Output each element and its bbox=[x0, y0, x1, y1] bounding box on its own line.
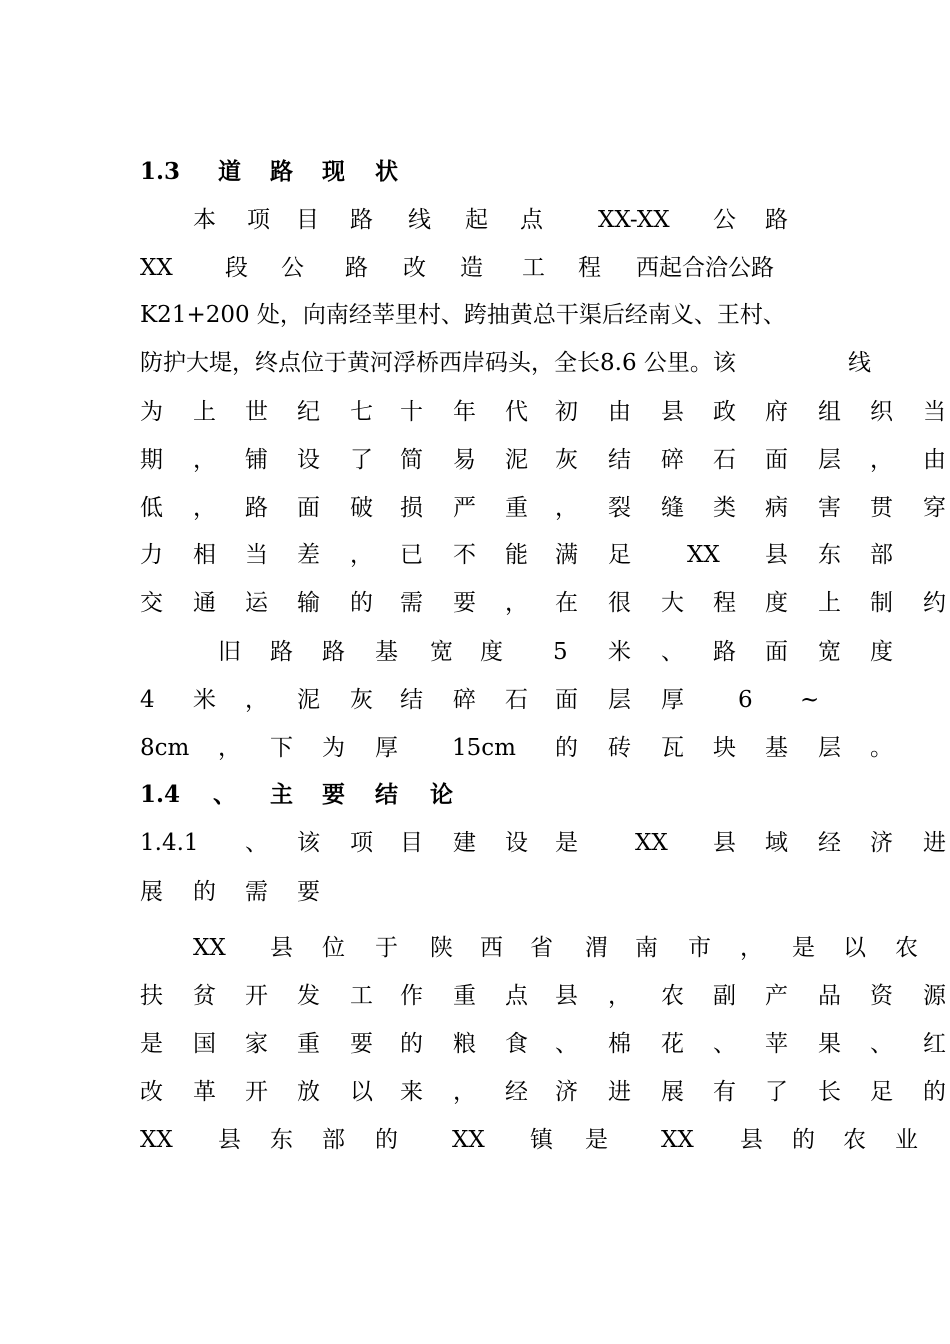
text-token: 裂 bbox=[608, 495, 631, 521]
text-token: 苹 bbox=[765, 1031, 788, 1057]
paragraph-line bbox=[0, 1077, 950, 1117]
text-token: 度 bbox=[765, 590, 788, 616]
paragraph-line bbox=[0, 1125, 950, 1165]
text-token: 能 bbox=[505, 542, 528, 568]
text-token: XX bbox=[193, 935, 226, 961]
text-token: 由 bbox=[608, 399, 631, 425]
section-heading bbox=[0, 157, 950, 197]
text-token: 县 bbox=[765, 542, 788, 568]
text-token: 石 bbox=[505, 687, 528, 713]
text-token: ~ bbox=[800, 687, 820, 713]
text-token: 需 bbox=[245, 879, 268, 905]
text-token: 县 bbox=[555, 983, 578, 1009]
text-token: 面 bbox=[765, 447, 788, 473]
paragraph-line bbox=[0, 877, 950, 917]
text-token: 路 bbox=[270, 158, 293, 185]
text-token: 输 bbox=[297, 590, 320, 616]
text-token: 革 bbox=[193, 1079, 216, 1105]
paragraph-line bbox=[0, 685, 950, 725]
text-token: 目 bbox=[296, 207, 319, 233]
text-token: 陕 bbox=[430, 935, 453, 961]
text-token: 有 bbox=[713, 1079, 736, 1105]
text-token: 、 bbox=[713, 1031, 736, 1057]
paragraph-line bbox=[0, 253, 950, 293]
text-token: 政 bbox=[713, 399, 736, 425]
text-token: 面 bbox=[765, 639, 788, 665]
text-token: 的 bbox=[792, 1127, 815, 1153]
text-token: 进 bbox=[608, 1079, 631, 1105]
text-token: 大 bbox=[661, 590, 684, 616]
text-token: 易 bbox=[453, 447, 476, 473]
text-token: 展 bbox=[661, 1079, 684, 1105]
text-token: 泥 bbox=[505, 447, 528, 473]
text-token: 现 bbox=[322, 158, 345, 185]
text-token: 了 bbox=[350, 447, 373, 473]
text-token: ， bbox=[193, 495, 216, 521]
text-token: 路 bbox=[345, 255, 368, 281]
text-token: 灰 bbox=[555, 447, 578, 473]
text-token: 经 bbox=[505, 1079, 528, 1105]
text-token: 以 bbox=[843, 935, 866, 961]
text-token: 工 bbox=[522, 255, 545, 281]
text-token: 4 bbox=[140, 687, 155, 713]
paragraph-line bbox=[0, 981, 950, 1021]
text-token: 济 bbox=[870, 830, 893, 856]
text-token: 线 bbox=[408, 207, 431, 233]
text-token: 开 bbox=[245, 1079, 268, 1105]
text-token: 县 bbox=[270, 935, 293, 961]
text-token: 灰 bbox=[350, 687, 373, 713]
paragraph-line bbox=[0, 540, 950, 580]
text-token: 的 bbox=[350, 590, 373, 616]
text-token: 纪 bbox=[297, 399, 320, 425]
text-token: 、 bbox=[661, 639, 684, 665]
text-token: 程 bbox=[578, 255, 601, 281]
text-token: 要 bbox=[322, 781, 345, 808]
text-token: 度 bbox=[870, 639, 893, 665]
text-token: 目 bbox=[400, 830, 423, 856]
text-token: 砖 bbox=[608, 735, 631, 761]
text-token: 于 bbox=[375, 935, 398, 961]
text-token: 重 bbox=[453, 983, 476, 1009]
text-token: 工 bbox=[350, 983, 373, 1009]
text-token: 起 bbox=[465, 207, 488, 233]
text-token: 域 bbox=[765, 830, 788, 856]
text-token: 当 bbox=[245, 542, 268, 568]
text-token: 度 bbox=[480, 639, 503, 665]
text-token: 贯 bbox=[870, 495, 893, 521]
text-token: 15cm bbox=[452, 735, 516, 761]
text-token: 约 bbox=[923, 590, 946, 616]
text-token: 县 bbox=[218, 1127, 241, 1153]
text-token: 论 bbox=[430, 781, 453, 808]
text-token: 交 bbox=[140, 590, 163, 616]
text-token: 点 bbox=[520, 207, 543, 233]
text-token: 公 bbox=[713, 207, 736, 233]
text-token: 市 bbox=[688, 935, 711, 961]
text-token: 是 bbox=[555, 830, 578, 856]
text-token: 在 bbox=[555, 590, 578, 616]
text-token: 放 bbox=[297, 1079, 320, 1105]
text-token: 差 bbox=[297, 542, 320, 568]
text-token: 了 bbox=[765, 1079, 788, 1105]
text-token: 开 bbox=[245, 983, 268, 1009]
text-token: 经 bbox=[818, 830, 841, 856]
text-token: 制 bbox=[870, 590, 893, 616]
text-token: 改 bbox=[403, 255, 426, 281]
text-token: 上 bbox=[818, 590, 841, 616]
text-token: 西起合洽公路 bbox=[636, 255, 774, 281]
text-token: 扶 bbox=[140, 983, 163, 1009]
text-token: 副 bbox=[713, 983, 736, 1009]
paragraph-line bbox=[0, 1029, 950, 1069]
text-token: K21+200 处，向南经莘里村、跨抽黄总干渠后经南义、王村、 bbox=[140, 302, 786, 328]
text-token: 项 bbox=[350, 830, 373, 856]
text-token: 重 bbox=[297, 1031, 320, 1057]
text-token: 的 bbox=[923, 1079, 946, 1105]
text-token: ， bbox=[505, 590, 528, 616]
text-token: 主 bbox=[270, 781, 293, 808]
text-token: XX bbox=[687, 542, 720, 568]
text-token: 程 bbox=[713, 590, 736, 616]
text-token: 家 bbox=[245, 1031, 268, 1057]
text-token: 发 bbox=[297, 983, 320, 1009]
text-token: 国 bbox=[193, 1031, 216, 1057]
text-token: ， bbox=[350, 542, 373, 568]
text-token: 世 bbox=[245, 399, 268, 425]
text-token: 已 bbox=[400, 542, 423, 568]
text-token: 十 bbox=[400, 399, 423, 425]
text-token: 品 bbox=[818, 983, 841, 1009]
text-token: 为 bbox=[322, 735, 345, 761]
text-token: 足 bbox=[870, 1079, 893, 1105]
text-token: 西 bbox=[480, 935, 503, 961]
text-token: 东 bbox=[270, 1127, 293, 1153]
text-token: 泥 bbox=[297, 687, 320, 713]
text-token: 农 bbox=[843, 1127, 866, 1153]
text-token: 设 bbox=[505, 830, 528, 856]
text-token: 宽 bbox=[818, 639, 841, 665]
text-token: 源 bbox=[923, 983, 946, 1009]
text-token: 县 bbox=[740, 1127, 763, 1153]
text-token: 农 bbox=[895, 935, 918, 961]
text-token: ， bbox=[245, 687, 268, 713]
text-token: 铺 bbox=[245, 447, 268, 473]
text-token: 1.4.1 bbox=[140, 830, 199, 856]
text-token: 害 bbox=[818, 495, 841, 521]
text-token: ， bbox=[740, 935, 763, 961]
text-token: 由 bbox=[923, 447, 946, 473]
text-token: 类 bbox=[713, 495, 736, 521]
text-token: 组 bbox=[818, 399, 841, 425]
text-token: 七 bbox=[350, 399, 373, 425]
paragraph-line bbox=[0, 397, 950, 437]
text-token: 南 bbox=[635, 935, 658, 961]
text-token: 点 bbox=[505, 983, 528, 1009]
text-token: 6 bbox=[738, 687, 753, 713]
text-token: ， bbox=[218, 735, 241, 761]
text-token: 层 bbox=[818, 735, 841, 761]
text-token: 红 bbox=[923, 1031, 946, 1057]
text-token: 路 bbox=[270, 639, 293, 665]
text-token: XX-XX bbox=[598, 207, 670, 233]
text-token: 花 bbox=[661, 1031, 684, 1057]
text-token: ， bbox=[193, 447, 216, 473]
text-token: 代 bbox=[505, 399, 528, 425]
text-token: 8cm bbox=[140, 735, 190, 761]
text-token: 展 bbox=[140, 879, 163, 905]
paragraph-line bbox=[0, 493, 950, 533]
section-heading bbox=[0, 780, 950, 820]
text-token: 结 bbox=[400, 687, 423, 713]
text-token: 线 bbox=[848, 350, 871, 376]
text-token: 很 bbox=[608, 590, 631, 616]
text-token: 位 bbox=[322, 935, 345, 961]
text-token: 旧 bbox=[218, 639, 241, 665]
paragraph-line bbox=[0, 933, 950, 973]
text-token: 设 bbox=[297, 447, 320, 473]
text-token: ， bbox=[453, 1079, 476, 1105]
text-token: ， bbox=[870, 447, 893, 473]
text-token: 、 bbox=[555, 1031, 578, 1057]
text-token: XX bbox=[452, 1127, 485, 1153]
text-token: 面 bbox=[555, 687, 578, 713]
text-token: 业 bbox=[895, 1127, 918, 1153]
text-token: 碎 bbox=[453, 687, 476, 713]
text-token: 产 bbox=[765, 983, 788, 1009]
paragraph-line bbox=[0, 205, 950, 245]
text-token: 贫 bbox=[193, 983, 216, 1009]
text-token: 损 bbox=[400, 495, 423, 521]
text-token: 、 bbox=[870, 1031, 893, 1057]
text-token: 初 bbox=[555, 399, 578, 425]
text-token: 部 bbox=[870, 542, 893, 568]
paragraph-line bbox=[0, 637, 950, 677]
text-token: 厚 bbox=[375, 735, 398, 761]
text-token: 长 bbox=[818, 1079, 841, 1105]
text-token: 需 bbox=[400, 590, 423, 616]
text-token: 结 bbox=[375, 781, 398, 808]
text-token: 严 bbox=[453, 495, 476, 521]
text-token: 农 bbox=[661, 983, 684, 1009]
text-token: 公 bbox=[281, 255, 304, 281]
text-token: 建 bbox=[453, 830, 476, 856]
text-token: 要 bbox=[350, 1031, 373, 1057]
text-token: ， bbox=[608, 983, 631, 1009]
text-token: 县 bbox=[713, 830, 736, 856]
text-token: 石 bbox=[713, 447, 736, 473]
text-token: 东 bbox=[818, 542, 841, 568]
text-token: 道 bbox=[218, 158, 241, 185]
text-token: 资 bbox=[870, 983, 893, 1009]
text-token: 宽 bbox=[430, 639, 453, 665]
text-token: 运 bbox=[245, 590, 268, 616]
text-token: XX bbox=[661, 1127, 694, 1153]
text-token: 项 bbox=[247, 207, 270, 233]
text-token: 省 bbox=[530, 935, 553, 961]
text-token: 部 bbox=[322, 1127, 345, 1153]
text-token: 食 bbox=[505, 1031, 528, 1057]
text-token: 防护大堤，终点位于黄河浮桥西岸码头，全长8.6 公里。该 bbox=[140, 350, 736, 376]
text-token: 年 bbox=[453, 399, 476, 425]
text-token: 结 bbox=[608, 447, 631, 473]
text-token: 改 bbox=[140, 1079, 163, 1105]
text-token: 碎 bbox=[661, 447, 684, 473]
text-token: 镇 bbox=[530, 1127, 553, 1153]
text-token: 要 bbox=[297, 879, 320, 905]
text-token: 层 bbox=[818, 447, 841, 473]
text-token: 路 bbox=[322, 639, 345, 665]
text-token: 进 bbox=[923, 830, 946, 856]
paragraph-line bbox=[0, 300, 950, 340]
text-token: 低 bbox=[140, 495, 163, 521]
text-token: 足 bbox=[608, 542, 631, 568]
text-token: 瓦 bbox=[661, 735, 684, 761]
text-token: XX bbox=[635, 830, 668, 856]
text-token: 济 bbox=[555, 1079, 578, 1105]
text-token: 来 bbox=[400, 1079, 423, 1105]
text-token: 状 bbox=[375, 158, 398, 185]
text-token: 5 bbox=[553, 639, 568, 665]
text-token: 穿 bbox=[923, 495, 946, 521]
text-token: 。 bbox=[870, 735, 893, 761]
text-token: 的 bbox=[555, 735, 578, 761]
text-token: 路 bbox=[713, 639, 736, 665]
text-token: 1.3 bbox=[140, 158, 181, 185]
text-token: XX bbox=[140, 1127, 173, 1153]
text-token: 的 bbox=[400, 1031, 423, 1057]
text-token: 1.4 bbox=[140, 781, 181, 808]
text-token: 基 bbox=[375, 639, 398, 665]
paragraph-line bbox=[0, 348, 950, 388]
text-token: 缝 bbox=[661, 495, 684, 521]
text-token: 县 bbox=[661, 399, 684, 425]
text-token: 病 bbox=[765, 495, 788, 521]
text-token: 当 bbox=[923, 399, 946, 425]
text-token: 渭 bbox=[585, 935, 608, 961]
text-token: 简 bbox=[400, 447, 423, 473]
text-token: 造 bbox=[460, 255, 483, 281]
text-token: 不 bbox=[453, 542, 476, 568]
paragraph-line bbox=[0, 828, 950, 868]
text-token: 满 bbox=[555, 542, 578, 568]
text-token: 重 bbox=[505, 495, 528, 521]
text-token: 下 bbox=[270, 735, 293, 761]
text-token: 破 bbox=[350, 495, 373, 521]
paragraph-line bbox=[0, 445, 950, 485]
text-token: 上 bbox=[193, 399, 216, 425]
text-token: 本 bbox=[193, 207, 216, 233]
text-token: 段 bbox=[225, 255, 248, 281]
text-token: 果 bbox=[818, 1031, 841, 1057]
text-token: 是 bbox=[792, 935, 815, 961]
text-token: 织 bbox=[870, 399, 893, 425]
text-token: 粮 bbox=[453, 1031, 476, 1057]
text-token: 该 bbox=[297, 830, 320, 856]
text-token: 力 bbox=[140, 542, 163, 568]
text-token: 是 bbox=[585, 1127, 608, 1153]
paragraph-line bbox=[0, 588, 950, 628]
text-token: 、 bbox=[245, 830, 268, 856]
text-token: 路 bbox=[350, 207, 373, 233]
text-token: 米 bbox=[608, 639, 631, 665]
text-token: 面 bbox=[297, 495, 320, 521]
text-token: 为 bbox=[140, 399, 163, 425]
text-token: 期 bbox=[140, 447, 163, 473]
text-token: 块 bbox=[713, 735, 736, 761]
text-token: 米 bbox=[193, 687, 216, 713]
text-token: 是 bbox=[140, 1031, 163, 1057]
paragraph-line bbox=[0, 733, 950, 773]
text-token: 厚 bbox=[661, 687, 684, 713]
text-token: 路 bbox=[245, 495, 268, 521]
text-token: 基 bbox=[765, 735, 788, 761]
text-token: 的 bbox=[375, 1127, 398, 1153]
text-token: 棉 bbox=[608, 1031, 631, 1057]
text-token: 要 bbox=[453, 590, 476, 616]
text-token: 以 bbox=[350, 1079, 373, 1105]
text-token: 通 bbox=[193, 590, 216, 616]
text-token: 路 bbox=[765, 207, 788, 233]
text-token: 的 bbox=[193, 879, 216, 905]
text-token: 作 bbox=[400, 983, 423, 1009]
text-token: 、 bbox=[213, 781, 236, 808]
text-token: ， bbox=[555, 495, 578, 521]
text-token: 层 bbox=[608, 687, 631, 713]
text-token: 府 bbox=[765, 399, 788, 425]
text-token: 相 bbox=[193, 542, 216, 568]
text-token: XX bbox=[140, 255, 173, 281]
